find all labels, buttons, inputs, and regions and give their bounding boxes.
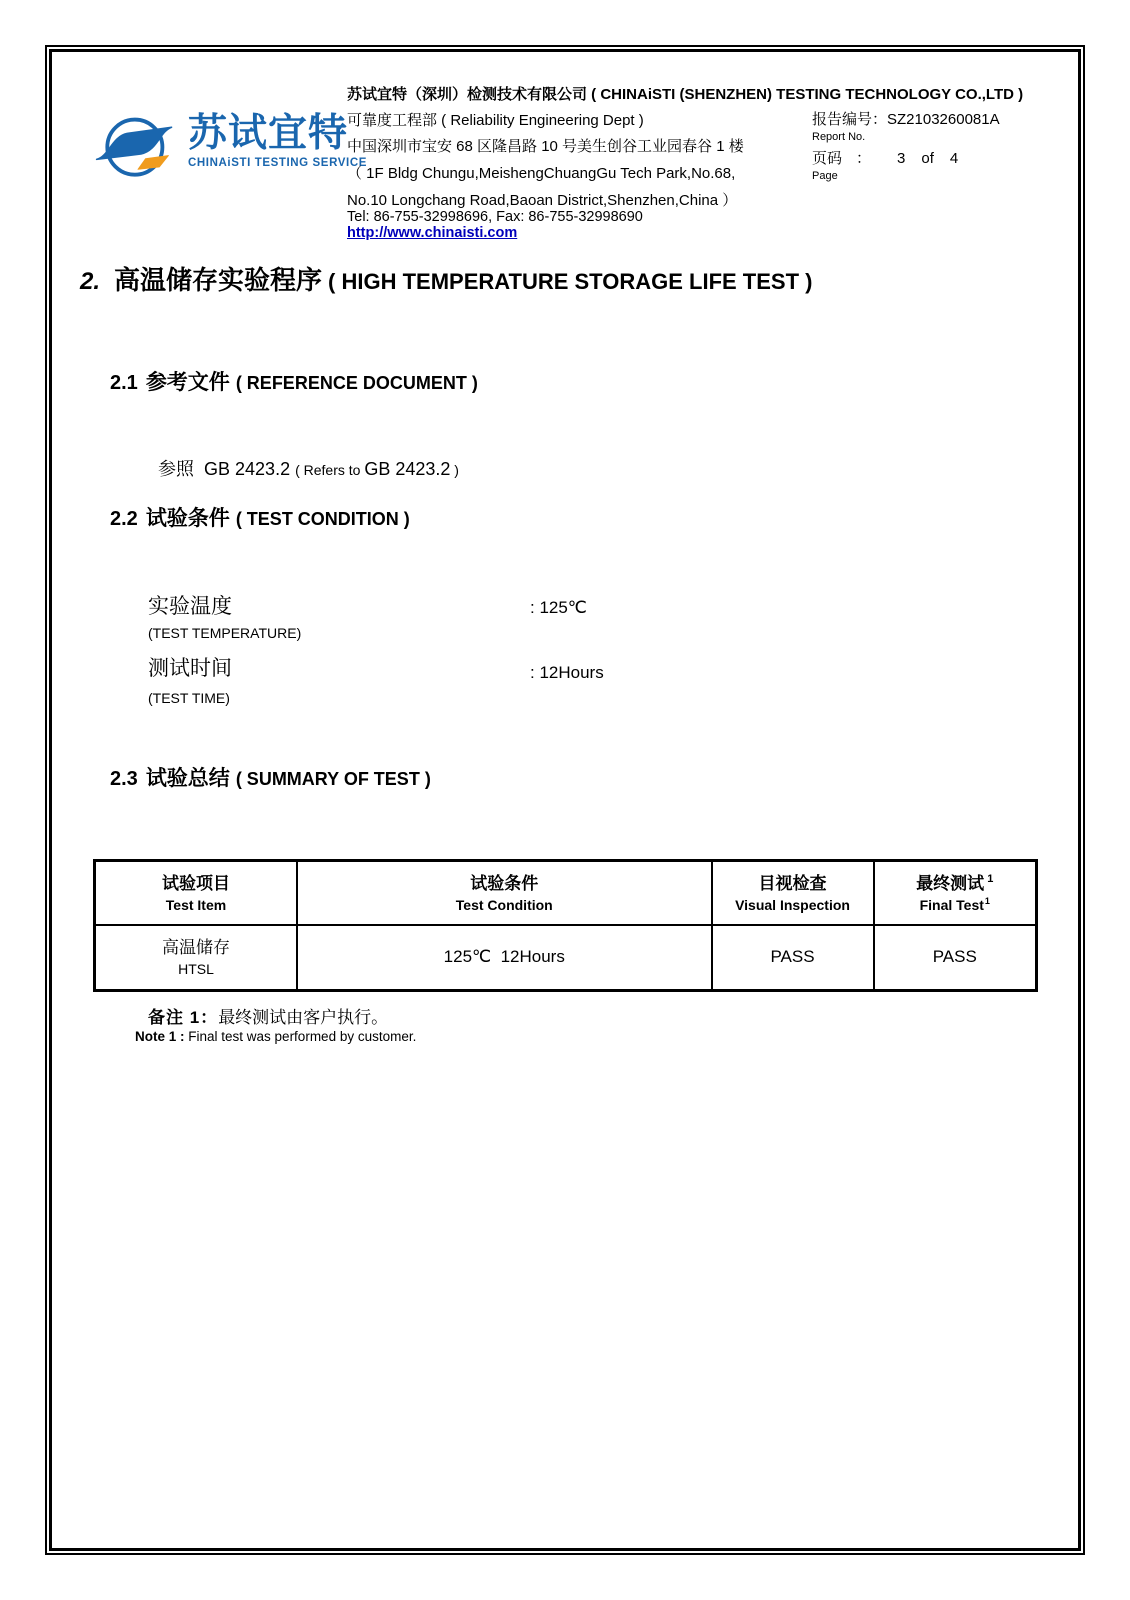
header-test-condition-en: Test Condition [455, 896, 553, 913]
section-2-1-heading-en: ( REFERENCE DOCUMENT ) [235, 373, 478, 393]
reference-value: GB 2423.2 [364, 459, 451, 479]
section-2-title [80, 260, 812, 297]
page-total: 4 [949, 150, 959, 167]
header-final-test-sup-en: 1 [984, 895, 990, 906]
summary-table-data-row [95, 925, 1037, 991]
page-of: of [921, 150, 934, 167]
address-english-line2: No.10 Longchang Road,Baoan District,Shenzhen,China ） [347, 192, 738, 209]
header-visual-inspection-en: Visual Inspection [735, 896, 850, 913]
test-time-value: : 12Hours [530, 663, 604, 682]
page-current: 3 [897, 150, 906, 167]
section-2-2-heading [110, 502, 410, 532]
chinaisti-logo-icon [92, 104, 180, 188]
page-label-cn: 页码 [812, 150, 843, 167]
report-number-value: SZ2103260081A [887, 111, 1000, 128]
header-visual-inspection-cn: 目视检查 [758, 873, 827, 893]
header-final-test-sup-cn: 1 [987, 873, 994, 886]
page-number-row [812, 147, 966, 168]
page-label-en: Page [812, 170, 838, 182]
cell-test-condition: 125℃ 12Hours [297, 925, 711, 991]
logo-text [188, 114, 367, 169]
reference-main: 参照 GB 2423.2 [158, 459, 296, 479]
company-name-line: 苏试宜特（深圳）检测技术有限公司 ( CHINAiSTI (SHENZHEN) TESTING TECHNOLOGY CO.,LTD ) [347, 86, 1024, 103]
header-final-test-en: Final Test [919, 896, 984, 913]
header-visual-inspection [712, 861, 874, 925]
reference-refers-open: ( Refers to [295, 462, 365, 478]
department-line: 可靠度工程部 ( Reliability Engineering Dept ) [347, 112, 644, 129]
cell-test-item-cn: 高温储存 [162, 938, 230, 958]
section-2-3-number: 2.3 [110, 768, 138, 790]
address-chinese: 中国深圳市宝安 68 区隆昌路 10 号美生创谷工业园春谷 1 楼 [347, 138, 744, 155]
header-test-condition-cn: 试验条件 [470, 873, 539, 893]
section-2-1-heading [110, 366, 478, 396]
section-2-3-heading [110, 762, 431, 792]
test-time-label-cn: 测试时间 [148, 657, 232, 680]
company-logo [92, 104, 367, 188]
page-separator: ： [856, 150, 872, 167]
reference-refers-close: ) [450, 462, 459, 478]
summary-table-header-row [95, 861, 1037, 925]
address-english-line1: （ 1F Bldg Chungu,MeishengChuangGu Tech Park,No.68, [347, 165, 736, 182]
header-test-item-cn: 试验项目 [162, 873, 230, 893]
website-link[interactable]: http://www.chinaisti.com [347, 225, 518, 241]
report-number-row [812, 108, 1000, 129]
section-2-2-heading-en: ( TEST CONDITION ) [235, 509, 410, 529]
section-2-3-heading-cn: 试验总结 [145, 767, 230, 790]
test-temperature-value: : 125℃ [530, 598, 587, 617]
header-final-test [874, 861, 1037, 925]
note-english-text: Final test was performed by customer. [184, 1029, 417, 1044]
summary-table [93, 859, 1038, 992]
header-final-test-cn: 最终测试 [916, 873, 985, 893]
note-english-label: Note 1 : [135, 1029, 185, 1044]
logo-tagline: CHINAiSTI TESTING SERVICE [188, 157, 368, 169]
section-2-1-number: 2.1 [110, 372, 138, 394]
section-2-title-cn: 高温储存实验程序 [114, 265, 323, 295]
test-temperature-label-en: (TEST TEMPERATURE) [148, 625, 302, 641]
note-english [135, 1029, 416, 1044]
cell-final-test: PASS [874, 925, 1037, 991]
tel-fax-line: Tel: 86-755-32998696, Fax: 86-755-32998690 [347, 209, 643, 225]
note-chinese [148, 1003, 388, 1028]
cell-test-item [95, 925, 298, 991]
section-2-2-heading-cn: 试验条件 [145, 507, 230, 530]
report-number-label-en: Report No. [812, 131, 866, 143]
report-number-label-cn: 报告编号： [812, 111, 888, 128]
reference-document-line [148, 434, 459, 481]
cell-test-item-en: HTSL [178, 961, 214, 978]
logo-wordmark: 苏试宜特 [188, 112, 349, 155]
test-time-label-en: (TEST TIME) [148, 690, 230, 706]
cell-visual-inspection: PASS [712, 925, 874, 991]
section-2-3-heading-en: ( SUMMARY OF TEST ) [235, 769, 431, 789]
section-2-2-number: 2.2 [110, 508, 138, 530]
section-2-1-heading-cn: 参考文件 [145, 371, 230, 394]
note-chinese-label: 备注 1： [148, 1008, 219, 1027]
header-test-item-en: Test Item [165, 896, 227, 913]
header-test-condition [297, 861, 711, 925]
test-temperature-label-cn: 实验温度 [148, 595, 232, 618]
note-chinese-text: 最终测试由客户执行。 [218, 1008, 389, 1027]
header-test-item [95, 861, 298, 925]
section-2-title-en: ( HIGH TEMPERATURE STORAGE LIFE TEST ) [328, 269, 813, 294]
section-2-number: 2. [80, 268, 101, 295]
